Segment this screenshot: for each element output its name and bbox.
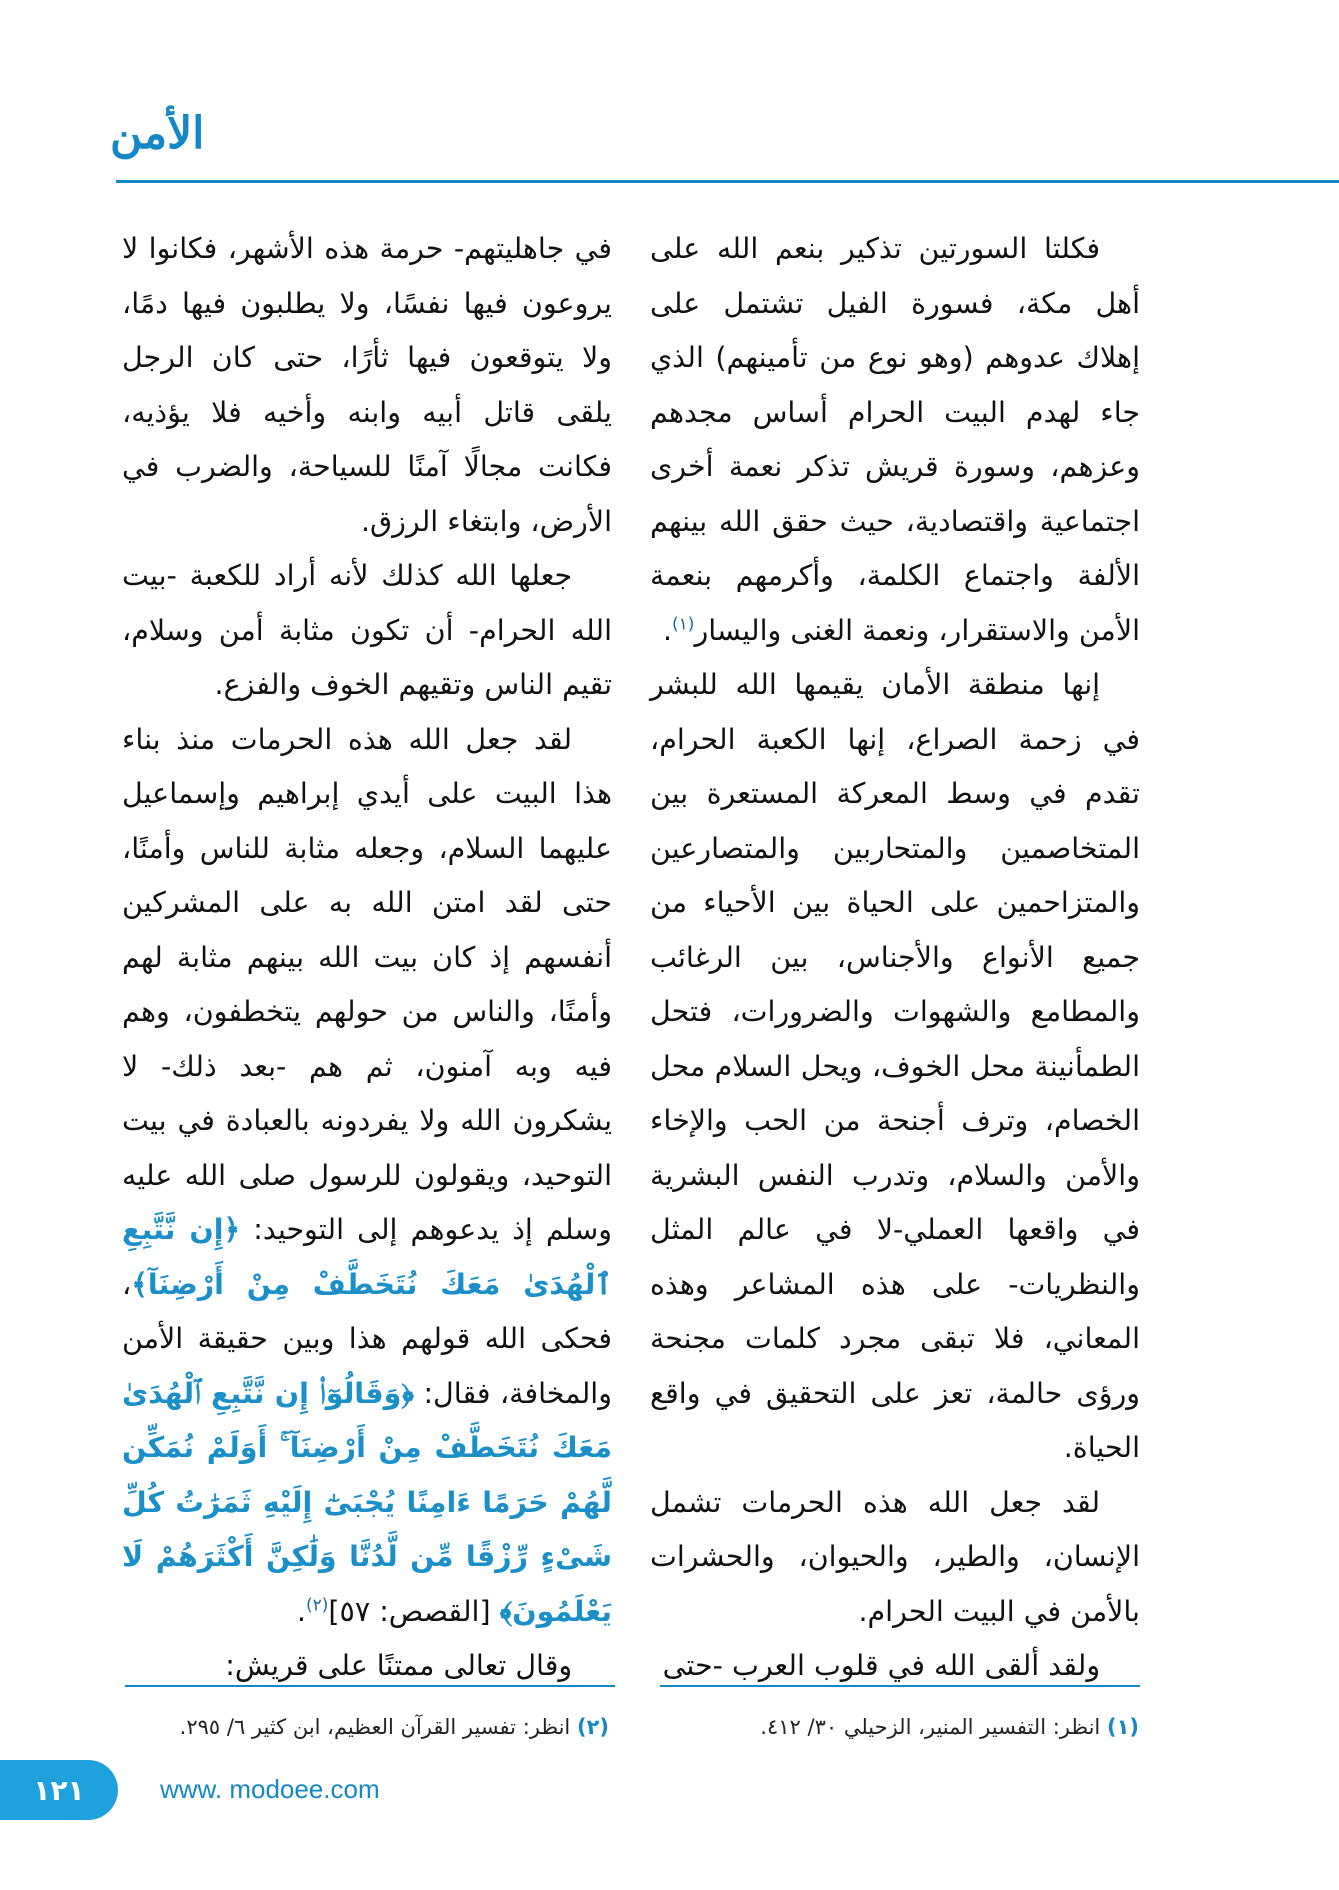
- footnote-2: [180, 1715, 609, 1739]
- paragraph: جعلها الله كذلك لأنه أراد للكعبة -بيت الله الحرام- أن تكون مثابة أمن وسلام، تقيم الناس وتقيهم الخوف والفزع.: [122, 559, 612, 701]
- paragraph-text: فكلتا السورتين تذكير بنعم الله على أهل مكة، فسورة الفيل تشتمل على إهلاك عدوهم (وهو نوع من تأمينهم) الذي جاء لهدم البيت الحرام أساس مجدهم وعزهم، وسورة قريش تذكر نعمة أخرى اجتماعية واقتصادية، حيث حقق الله بينهم الألفة واجتماع الكلمة، وأكرمهم بنعمة الأمن والاستقرار، ونعمة الغنى واليسار: [650, 232, 1140, 647]
- paragraph: [650, 222, 1140, 658]
- page-number-tab: [0, 1760, 118, 1820]
- left-column: [122, 222, 612, 1694]
- footnote-number: (٢): [576, 1715, 609, 1739]
- footnote-ref[interactable]: (٢): [305, 1595, 329, 1615]
- footnote-text: انظر: تفسير القرآن العظيم، ابن كثير ٦/ ٢٩٥.: [179, 1715, 577, 1739]
- period: .: [662, 613, 673, 647]
- right-column: [650, 222, 1140, 1694]
- paragraph-text: ، فحكى الله قولهم هذا وبين حقيقة الأمن والمخافة، فقال:: [122, 1267, 612, 1410]
- paragraph: في جاهليتهم- حرمة هذه الأشهر، فكانوا لا يروعون فيها نفسًا، ولا يطلبون فيها دمًا، ولا يتوقعون فيها ثأرًا، حتى كان الرجل يلقى قاتل أبيه وابنه وأخيه فلا يؤذيه، فكانت مجالًا آمنًا للسياحة، والضرب في الأرض، وابتغاء الرزق.: [122, 232, 612, 538]
- paragraph: وقال تعالى ممتنًا على قريش:: [225, 1649, 573, 1682]
- paragraph: إنها منطقة الأمان يقيمها الله للبشر في زحمة الصراع، إنها الكعبة الحرام، تقدم في وسط المعركة المستعرة بين المتخاصمين والمتحاربين والمتصارعين والمتزاحمين على الحياة بين الأحياء من جميع الأنواع والأجناس، بين الرغائب والمطامع والشهوات والضرورات، فتحل الطمأنينة محل الخوف، ويحل السلام محل الخصام، وترف أجنحة من الحب والإخاء والأمن والسلام، وتدرب النفس البشرية في واقعها العملي-لا في عالم المثل والنظريات- على هذه المشاعر وهذه المعاني، فلا تبقى مجرد كلمات مجنحة ورؤى حالمة، تعز على التحقيق في واقع الحياة.: [650, 668, 1140, 1464]
- quran-verse: ﴿إِن نَّتَّبِعِ ٱلْهُدَىٰ مَعَكَ نُتَخَطَّفْ مِنْ أَرْضِنَآ﴾: [122, 1213, 612, 1301]
- page-number: ١٢١: [33, 1773, 85, 1807]
- footnote-number: (١): [1106, 1715, 1139, 1739]
- period: .: [296, 1594, 306, 1628]
- page-title: الأمن: [110, 108, 205, 159]
- quran-verse: ﴿وَقَالُوٓا۟ إِن نَّتَّبِعِ ٱلْهُدَىٰ مَعَكَ نُتَخَطَّفْ مِنْ أَرْضِنَآ ۚ أَوَلَمْ نُمَكِّن لَّهُمْ حَرَمًا ءَامِنًا يُجْبَىٰٓ إِلَيْهِ ثَمَرَٰتُ كُلِّ شَىْءٍ رِّزْقًا مِّن لَّدُنَّا وَلَٰكِنَّ أَكْثَرَهُمْ لَا يَعْلَمُونَ﴾: [122, 1376, 612, 1628]
- website-link[interactable]: www. modoee.com: [160, 1774, 380, 1804]
- paragraph-text: لقد جعل الله هذه الحرمات منذ بناء هذا البيت على أيدي إبراهيم وإسماعيل عليهما السلام، وجعله مثابة للناس وأمنًا، حتى لقد امتن الله به على المشركين أنفسهم إذ كان بيت الله بينهم مثابة لهم وأمنًا، والناس من حولهم يتخطفون، وهم فيه وبه آمنون، ثم هم -بعد ذلك- لا يشكرون الله ولا يفردونه بالعبادة في بيت التوحيد، ويقولون للرسول صلى الله عليه وسلم إذ يدعوهم إلى التوحيد:: [122, 722, 612, 1246]
- footnote-text: انظر: التفسير المنير، الزحيلي ٣٠/ ٤١٢.: [760, 1715, 1107, 1739]
- footnote-ref[interactable]: (١): [672, 614, 695, 634]
- footnote-1: [760, 1715, 1139, 1739]
- paragraph: ولقد ألقى الله في قلوب العرب -حتى: [662, 1649, 1101, 1682]
- title-divider: [116, 180, 1339, 183]
- surah-citation: [القصص: ٥٧]: [328, 1594, 500, 1628]
- paragraph: [122, 713, 612, 1640]
- footnote-divider: [125, 1685, 615, 1687]
- footnote-divider: [660, 1685, 1140, 1687]
- paragraph: لقد جعل الله هذه الحرمات تشمل الإنسان، والطير، والحيوان، والحشرات بالأمن في البيت الحرام.: [650, 1485, 1140, 1628]
